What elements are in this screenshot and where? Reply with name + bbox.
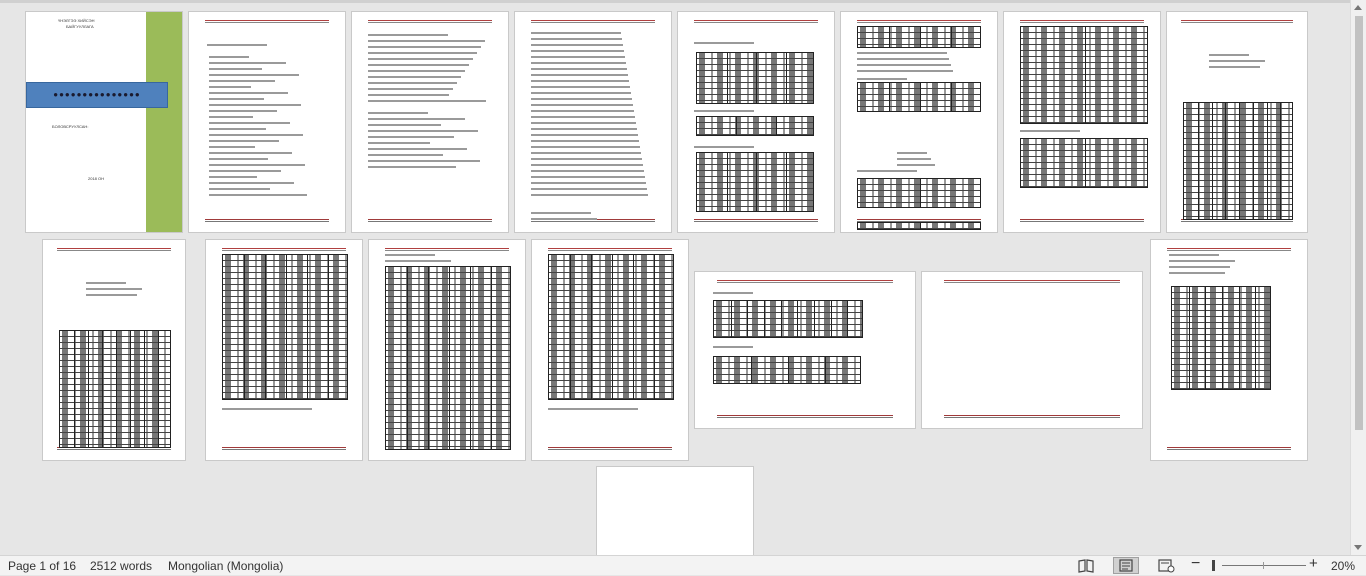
text-line bbox=[368, 94, 449, 96]
page-9-thumbnail[interactable] bbox=[43, 240, 185, 460]
text-line bbox=[209, 134, 303, 136]
text-line bbox=[531, 98, 632, 100]
page-footer-rule bbox=[944, 415, 1120, 418]
page-header-rule bbox=[1181, 20, 1293, 23]
text-line bbox=[531, 80, 629, 82]
text-line bbox=[857, 64, 951, 66]
scroll-up-arrow[interactable] bbox=[1354, 5, 1362, 10]
text-line bbox=[531, 62, 626, 64]
text-line bbox=[531, 86, 630, 88]
cover-year: 2018 ОН bbox=[88, 176, 105, 181]
page-4-thumbnail[interactable] bbox=[515, 12, 671, 232]
page-header-rule bbox=[531, 20, 656, 23]
page-header-rule bbox=[1020, 20, 1145, 23]
text-line bbox=[531, 56, 625, 58]
text-line bbox=[368, 58, 473, 60]
text-line bbox=[857, 70, 953, 72]
text-line bbox=[1209, 60, 1265, 62]
text-line bbox=[209, 170, 281, 172]
page-10-thumbnail[interactable] bbox=[206, 240, 362, 460]
text-line bbox=[368, 70, 465, 72]
text-line bbox=[1169, 260, 1235, 262]
text-line bbox=[209, 176, 257, 178]
text-line bbox=[368, 142, 430, 144]
language-indicator[interactable]: Mongolian (Mongolia) bbox=[168, 559, 284, 573]
text-line bbox=[209, 62, 286, 64]
text-line bbox=[209, 74, 299, 76]
text-line bbox=[209, 182, 294, 184]
scroll-down-arrow[interactable] bbox=[1354, 545, 1362, 550]
page-footer-rule bbox=[368, 219, 493, 222]
page-header-rule bbox=[1167, 248, 1292, 251]
page-footer-rule bbox=[222, 447, 347, 450]
text-line bbox=[713, 346, 753, 348]
text-line bbox=[531, 74, 628, 76]
text-line bbox=[531, 110, 634, 112]
text-line bbox=[368, 34, 448, 36]
text-line bbox=[368, 160, 480, 162]
cover-subtitle: БАЙГУУЛЛАГА bbox=[66, 24, 94, 29]
text-line bbox=[857, 58, 949, 60]
text-line bbox=[531, 152, 641, 154]
page-1-cover[interactable] bbox=[26, 12, 182, 232]
scroll-thumb[interactable] bbox=[1355, 16, 1363, 430]
text-line bbox=[209, 140, 279, 142]
text-line bbox=[368, 166, 456, 168]
table bbox=[713, 356, 861, 384]
text-line bbox=[368, 136, 454, 138]
text-line bbox=[368, 118, 465, 120]
text-line bbox=[897, 164, 935, 166]
text-line bbox=[209, 188, 270, 190]
zoom-slider[interactable] bbox=[1222, 565, 1306, 566]
text-line bbox=[86, 294, 137, 296]
text-line bbox=[857, 52, 947, 54]
table bbox=[548, 254, 674, 400]
text-line bbox=[368, 40, 485, 42]
table bbox=[857, 178, 981, 208]
word-count[interactable]: 2512 words bbox=[90, 559, 153, 573]
page-header-rule bbox=[694, 20, 819, 23]
text-line bbox=[209, 92, 288, 94]
text-line bbox=[209, 80, 275, 82]
text-line bbox=[222, 408, 312, 410]
page-header-rule bbox=[222, 248, 347, 251]
text-line bbox=[209, 194, 307, 196]
text-line bbox=[531, 104, 633, 106]
cover-author: БОЛОВСРУУЛСАН: bbox=[52, 124, 89, 129]
table bbox=[696, 52, 814, 104]
text-line bbox=[385, 254, 435, 256]
page-header-rule bbox=[385, 248, 510, 251]
page-header-rule bbox=[717, 280, 893, 283]
table bbox=[59, 330, 171, 448]
page-header-rule bbox=[944, 280, 1120, 283]
page-11-thumbnail[interactable] bbox=[369, 240, 525, 460]
table bbox=[696, 116, 814, 136]
text-line bbox=[368, 100, 486, 102]
table bbox=[1183, 102, 1293, 220]
page-footer-rule bbox=[1167, 447, 1292, 450]
text-line bbox=[86, 288, 142, 290]
text-line bbox=[1020, 130, 1080, 132]
text-line bbox=[368, 82, 457, 84]
page-13-thumbnail[interactable] bbox=[695, 272, 915, 428]
read-mode-icon[interactable] bbox=[1077, 558, 1095, 573]
page-5-thumbnail[interactable] bbox=[678, 12, 834, 232]
text-line bbox=[1169, 254, 1219, 256]
cover-green-band bbox=[146, 12, 182, 232]
page-footer-rule bbox=[717, 415, 893, 418]
text-line bbox=[209, 122, 290, 124]
zoom-slider-thumb[interactable] bbox=[1212, 560, 1215, 571]
page-15-thumbnail[interactable] bbox=[1151, 240, 1307, 460]
zoom-slider-center-tick bbox=[1263, 562, 1264, 569]
text-line bbox=[209, 110, 277, 112]
text-line bbox=[694, 110, 754, 112]
text-line bbox=[368, 46, 481, 48]
text-line bbox=[531, 116, 635, 118]
text-line bbox=[368, 64, 469, 66]
table bbox=[713, 300, 863, 338]
text-line bbox=[209, 164, 305, 166]
page-footer-rule bbox=[1020, 219, 1145, 222]
status-bar bbox=[0, 555, 1366, 575]
text-line bbox=[531, 122, 636, 124]
print-layout-icon[interactable] bbox=[1113, 557, 1139, 574]
text-line bbox=[531, 32, 621, 34]
page-7-thumbnail[interactable] bbox=[1004, 12, 1160, 232]
text-line bbox=[209, 116, 253, 118]
text-line bbox=[897, 152, 927, 154]
page-header-rule bbox=[205, 20, 330, 23]
text-line bbox=[531, 50, 624, 52]
page-3-thumbnail[interactable] bbox=[352, 12, 508, 232]
table bbox=[857, 26, 981, 48]
text-line bbox=[857, 78, 907, 80]
table bbox=[857, 222, 981, 230]
text-line bbox=[713, 292, 753, 294]
text-line bbox=[531, 212, 591, 214]
text-line bbox=[548, 408, 638, 410]
text-line bbox=[207, 44, 267, 46]
text-line bbox=[531, 92, 631, 94]
text-line bbox=[209, 56, 249, 58]
text-line bbox=[209, 128, 266, 130]
page-12-thumbnail[interactable] bbox=[532, 240, 688, 460]
text-line bbox=[694, 42, 754, 44]
page-indicator[interactable]: Page 1 of 16 bbox=[8, 559, 77, 573]
text-line bbox=[368, 76, 461, 78]
text-line bbox=[531, 44, 623, 46]
text-line bbox=[209, 68, 262, 70]
text-line bbox=[531, 182, 646, 184]
text-line bbox=[368, 148, 467, 150]
text-line bbox=[368, 88, 453, 90]
text-line bbox=[531, 188, 647, 190]
table bbox=[696, 152, 814, 212]
text-line bbox=[531, 176, 645, 178]
text-line bbox=[531, 128, 637, 130]
table bbox=[857, 82, 981, 112]
text-line bbox=[209, 152, 292, 154]
text-line bbox=[531, 218, 597, 220]
text-line bbox=[531, 38, 622, 40]
zoom-out-button[interactable]: − bbox=[1191, 555, 1201, 572]
page-header-rule bbox=[548, 248, 673, 251]
text-line bbox=[1169, 266, 1230, 268]
text-line bbox=[368, 112, 428, 114]
table bbox=[385, 266, 511, 450]
text-line bbox=[1169, 272, 1225, 274]
text-line bbox=[368, 154, 443, 156]
text-line bbox=[86, 282, 126, 284]
text-line bbox=[1209, 66, 1260, 68]
page-header-rule bbox=[57, 248, 171, 251]
table bbox=[222, 254, 348, 400]
page-footer-rule bbox=[694, 219, 819, 222]
table bbox=[1171, 286, 1271, 390]
text-line bbox=[209, 146, 255, 148]
text-line bbox=[209, 98, 264, 100]
text-line bbox=[531, 140, 639, 142]
page-6-thumbnail[interactable] bbox=[841, 12, 997, 232]
page-16-thumbnail[interactable] bbox=[597, 467, 753, 555]
text-line bbox=[531, 68, 627, 70]
text-line bbox=[368, 130, 478, 132]
text-line bbox=[531, 164, 643, 166]
text-line bbox=[209, 158, 268, 160]
table bbox=[1020, 138, 1148, 188]
table bbox=[1020, 26, 1148, 124]
text-line bbox=[531, 158, 642, 160]
cover-blue-band: ●●●●●●●●●●●●●●● bbox=[26, 82, 168, 108]
page-2-thumbnail[interactable] bbox=[189, 12, 345, 232]
page-14-thumbnail[interactable] bbox=[922, 272, 1142, 428]
text-line bbox=[531, 134, 638, 136]
web-layout-icon[interactable] bbox=[1157, 558, 1175, 573]
vertical-scrollbar[interactable] bbox=[1350, 0, 1366, 555]
text-line bbox=[897, 158, 931, 160]
text-line bbox=[209, 104, 301, 106]
page-header-rule bbox=[368, 20, 493, 23]
text-line bbox=[1209, 54, 1249, 56]
page-footer-rule bbox=[205, 219, 330, 222]
zoom-level[interactable]: 20% bbox=[1331, 559, 1356, 573]
text-line bbox=[694, 146, 754, 148]
text-line bbox=[531, 194, 648, 196]
text-line bbox=[531, 146, 640, 148]
page-footer-rule bbox=[548, 447, 673, 450]
text-line bbox=[209, 86, 251, 88]
text-line bbox=[385, 260, 451, 262]
text-line bbox=[368, 52, 477, 54]
zoom-in-button[interactable]: + bbox=[1309, 555, 1318, 572]
page-header-rule bbox=[857, 20, 982, 23]
text-line bbox=[857, 170, 917, 172]
cover-title: ҮНЭЛГЭЭ ХИЙСЭН bbox=[58, 18, 95, 23]
text-line bbox=[368, 124, 441, 126]
page-8-thumbnail[interactable] bbox=[1167, 12, 1307, 232]
text-line bbox=[531, 170, 644, 172]
